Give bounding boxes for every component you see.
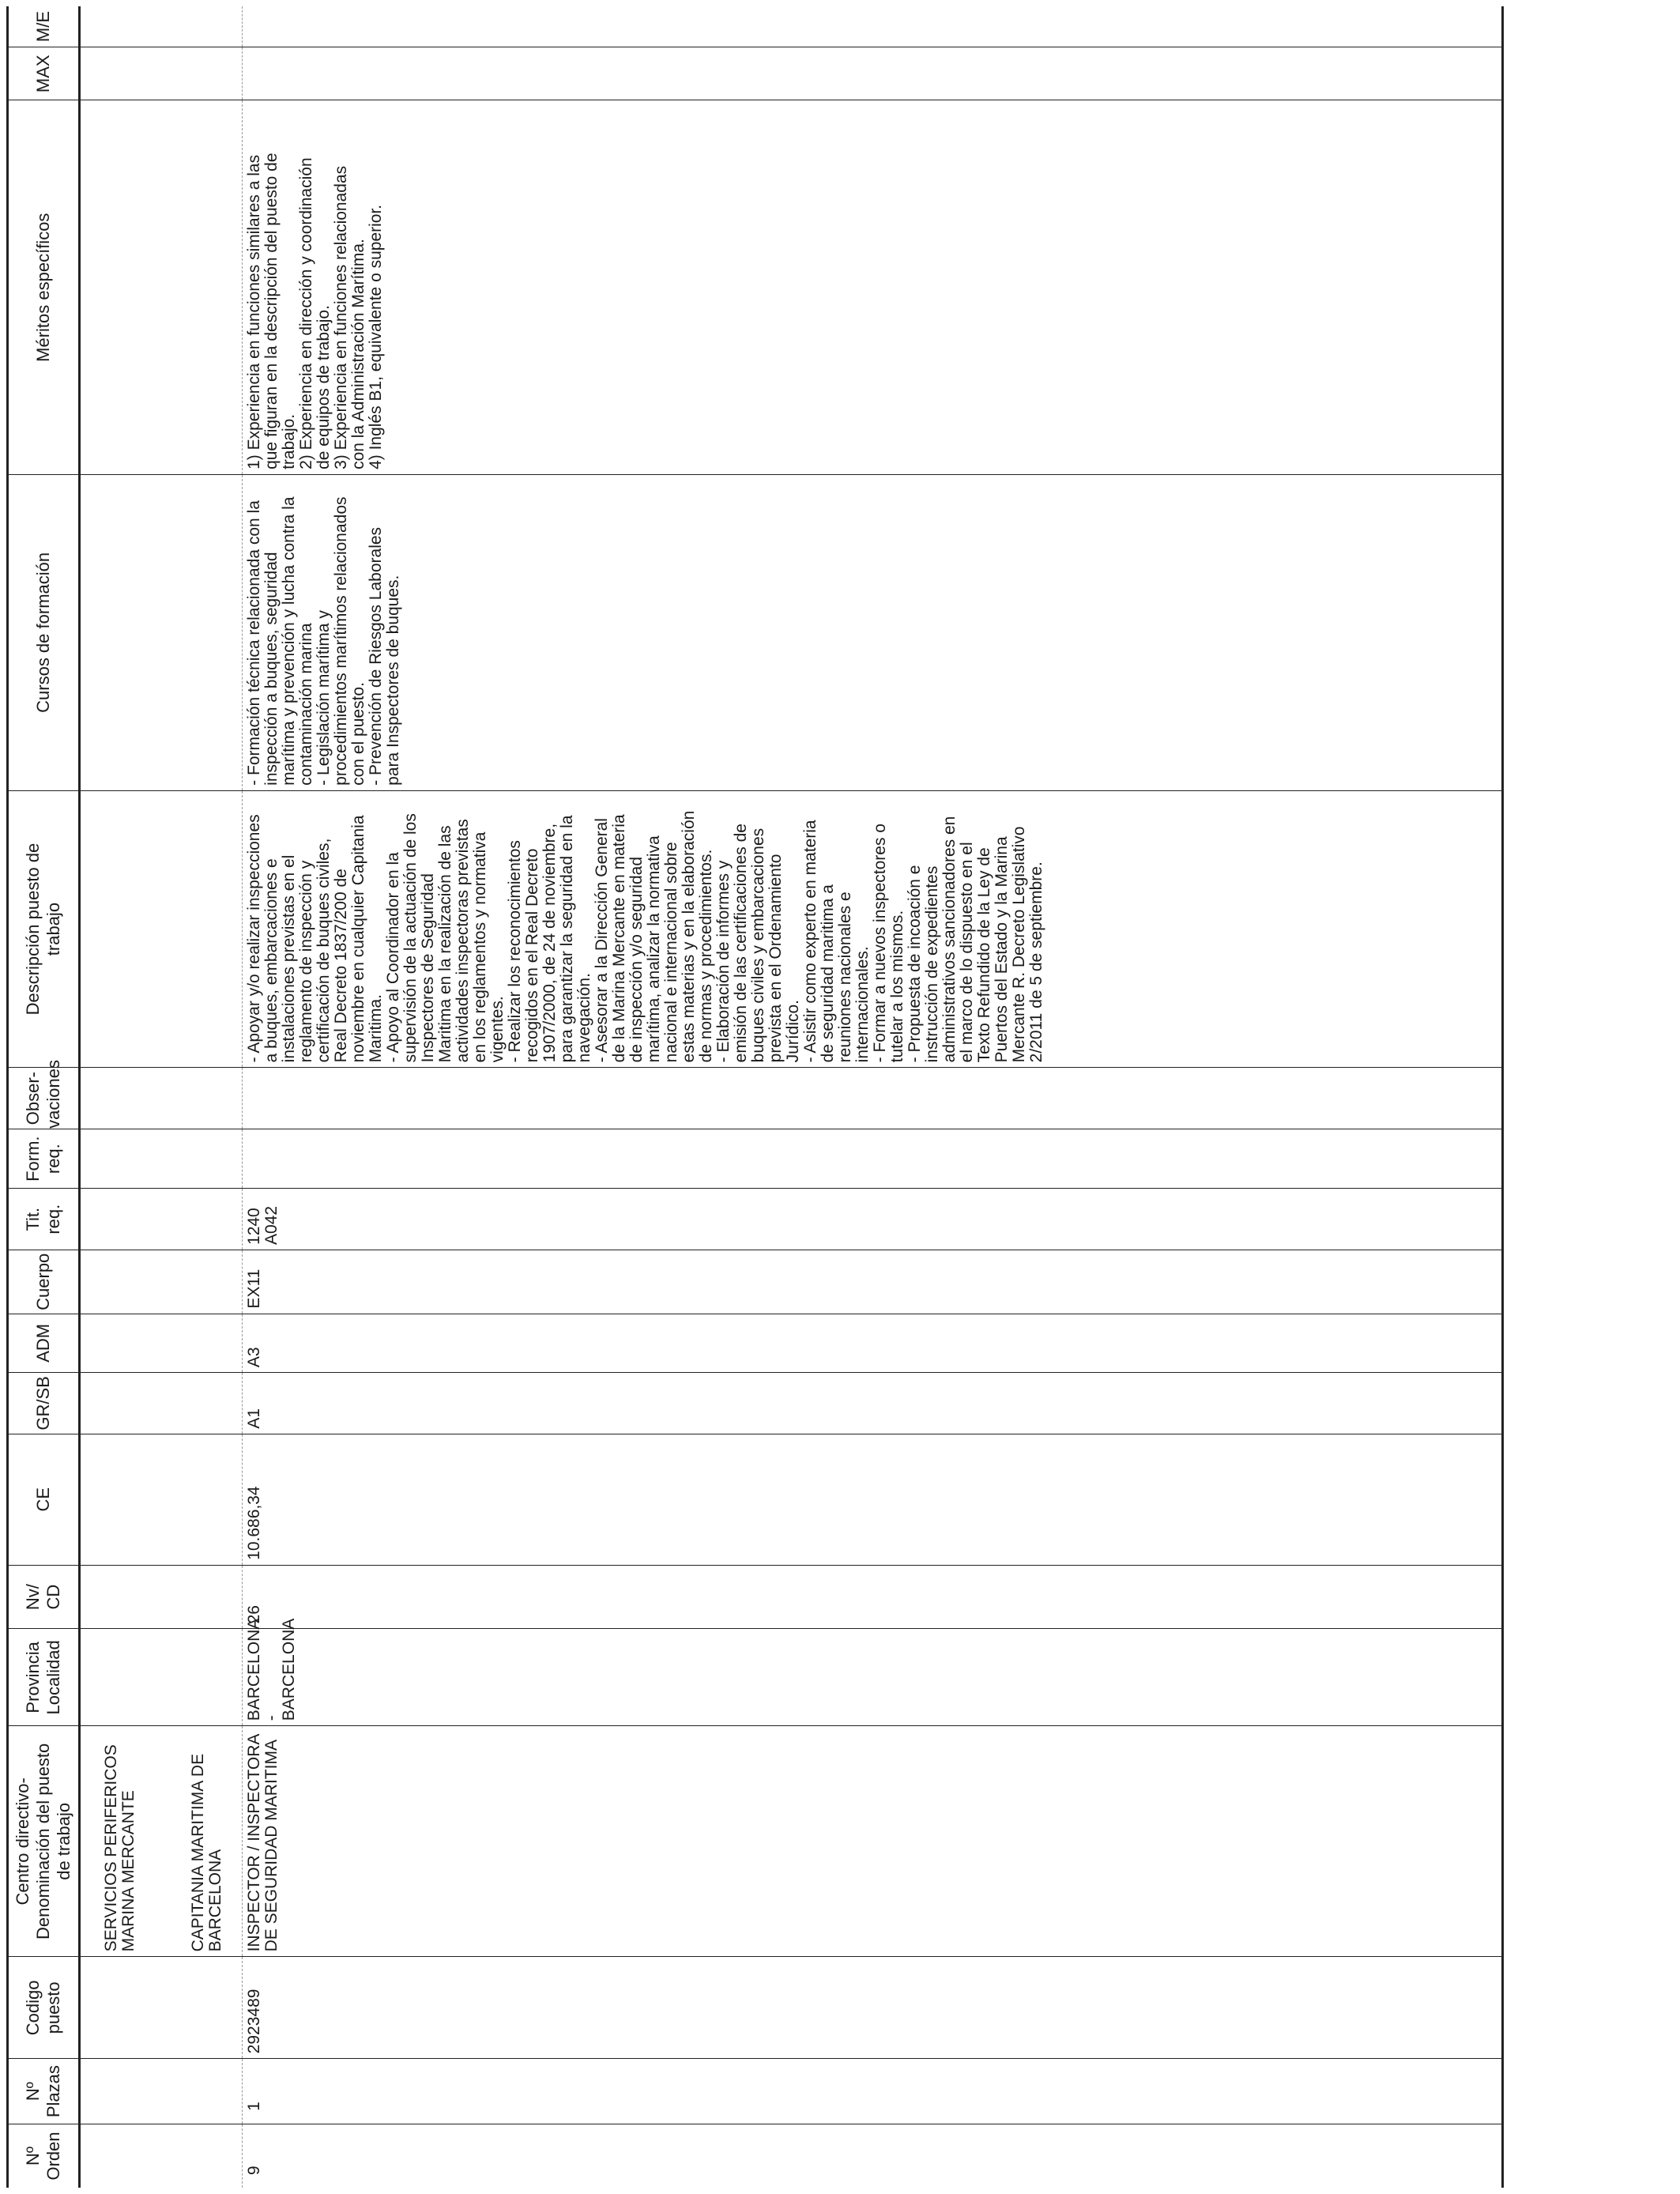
header-max: MAX: [8, 47, 80, 100]
header-plazas: Nº Plazas: [8, 2059, 80, 2124]
header-titulacion: Tit. req.: [8, 1189, 80, 1250]
header-cuerpo: Cuerpo: [8, 1250, 80, 1314]
cell-ce: 10.686,34: [243, 1434, 1503, 1565]
header-row: [8, 6, 80, 2188]
header-formacion: Form. req.: [8, 1129, 80, 1189]
header-centro: Centro directivo- Denominación del puesto de trabajo: [8, 1726, 80, 1957]
header-meritos: Méritos específicos: [8, 100, 80, 474]
header-orden: Nº Orden: [8, 2124, 80, 2188]
cell-codigo: 2923489: [243, 1957, 1503, 2059]
cell-orden: 9: [243, 2124, 1503, 2188]
header-provincia: Provincia Localidad: [8, 1629, 80, 1726]
cell-grupo: A1: [243, 1373, 1503, 1434]
header-descripcion: Descripción puesto de trabajo: [8, 790, 80, 1068]
header-cursos: Cursos de formación: [8, 474, 80, 790]
header-ce: CE: [8, 1434, 80, 1565]
cell-provincia: BARCELONA - BARCELONA: [243, 1629, 1503, 1726]
header-me: M/E: [8, 6, 80, 47]
cell-cuerpo: EX11: [243, 1250, 1503, 1314]
unidad: CAPITANIA MARITIMA DE BARCELONA: [189, 1753, 224, 1952]
header-adm: ADM: [8, 1314, 80, 1373]
header-grupo: GR/SB: [8, 1373, 80, 1434]
cell-descripcion: - Apoyar y/o realizar inspecciones a buques, embarcaciones e instalaciones previstas en el reglamento de inspección y certificación de buques civiles, Real Decreto 1837/200 de noviembre en cualquier Capitania Maritima. - Apoyo al Coordinador en la supervisión de la actuación de los Inspectores de Seguridad Maritima en la realización de las actividades inspectoras previstas en los reglamentos y normativa vigentes. - Realizar los reconocimientos recogidos en el Real Decreto 1907/2000, de 24 de noviembre, para garantizar la seguridad en la navegación. - Asesorar a la Dirección General de la Marina Mercante en materia de inspección y/o seguridad marítima, analizar la normativa nacional e internacional sobre estas materias y en la elaboración de normas y procedimientos. - Elaboración de informes y emisión de las certificaciones de buques civiles y embarcaciones prevista en el Ordenamiento Jurídico. - Asistir como experto en materia de seguridad maritima a reuniones nacionales e internacionales. - Formar a nuevos inspectores o tutelar a los mismos. - Propuesta de incoación e instrucción de expedientes administrativos sancionadores en el marco de lo dispuesto en el Texto Refundido de la Ley de Puertos del Estado y la Marina Mercante R. Decreto Legislativo 2/2011 de 5 de septiembre.: [243, 790, 1503, 1068]
header-observaciones: Obser- vaciones: [8, 1068, 80, 1129]
centro-directivo: SERVICIOS PERIFERICOS MARINA MERCANTE: [102, 1744, 137, 1952]
cell-me: [243, 6, 1503, 47]
cell-denominacion: INSPECTOR / INSPECTORA DE SEGURIDAD MARITIMA: [243, 1726, 1503, 1957]
cell-plazas: 1: [243, 2059, 1503, 2124]
job-positions-table: [6, 6, 1504, 2188]
cell-nivel: 26: [243, 1565, 1503, 1629]
cell-formacion: [243, 1129, 1503, 1189]
cell-titulacion: 1240 A042: [243, 1189, 1503, 1250]
header-nivel: Nv/ CD: [8, 1565, 80, 1629]
header-codigo: Codigo puesto: [8, 1957, 80, 2059]
cell-max: [243, 47, 1503, 100]
cell-meritos: 1) Experiencia en funciones similares a las que figuran en la descripción del puesto de trabajo. 2) Experiencia en dirección y coordinación de equipos de trabajo. 3) Experiencia en funciones relacionadas con la Administración Marítima. 4) Inglés B1, equivalente o superior.: [243, 100, 1503, 474]
table-row: [243, 6, 1503, 2188]
cell-adm: A3: [243, 1314, 1503, 1373]
centro-directivo-row: [80, 6, 243, 2188]
cell-cursos: - Formación técnica relacionada con la inspección a buques, seguridad marítima y prevención y lucha contra la contaminación marina - Legislación marítima y procedimientos marítimos relacionados con el puesto. - Prevención de Riesgos Laborales para Inspectores de buques.: [243, 474, 1503, 790]
cell-observaciones: [243, 1068, 1503, 1129]
